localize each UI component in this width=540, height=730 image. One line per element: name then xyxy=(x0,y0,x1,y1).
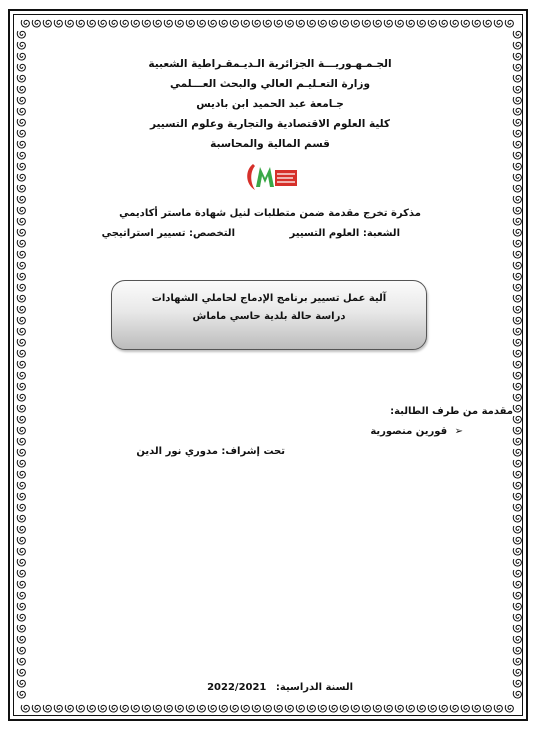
spiral-ornament xyxy=(513,383,521,390)
spiral-ornament xyxy=(153,705,161,712)
spiral-ornament xyxy=(513,251,521,258)
spiral-ornament xyxy=(17,284,25,291)
spiral-ornament xyxy=(17,515,25,522)
student-name-row xyxy=(370,426,463,437)
spiral-ornament xyxy=(17,229,25,236)
spiral-ornament xyxy=(285,20,293,27)
spiral-ornament xyxy=(263,705,271,712)
spiral-ornament xyxy=(513,570,521,577)
spiral-ornament xyxy=(513,559,521,566)
spiral-ornament xyxy=(17,185,25,192)
spiral-ornament xyxy=(296,705,304,712)
spiral-ornament xyxy=(17,383,25,390)
spiral-ornament xyxy=(513,460,521,467)
spiral-ornament xyxy=(76,20,84,27)
spiral-ornament xyxy=(428,705,436,712)
spiral-ornament xyxy=(164,20,172,27)
spiral-ornament xyxy=(513,119,521,126)
spiral-ornament xyxy=(21,20,29,27)
spiral-ornament xyxy=(513,515,521,522)
spiral-ornament xyxy=(340,20,348,27)
spiral-ornament xyxy=(186,20,194,27)
spiral-ornament xyxy=(513,317,521,324)
spiral-ornament xyxy=(17,372,25,379)
spiral-ornament xyxy=(175,20,183,27)
spiral-ornament xyxy=(197,705,205,712)
spiral-ornament xyxy=(513,229,521,236)
spiral-ornament xyxy=(513,42,521,49)
spiral-ornament xyxy=(513,449,521,456)
spiral-ornament xyxy=(17,262,25,269)
spiral-ornament xyxy=(513,141,521,148)
spiral-ornament xyxy=(17,295,25,302)
spiral-ornament xyxy=(406,705,414,712)
spiral-ornament xyxy=(513,603,521,610)
spiral-ornament xyxy=(406,20,414,27)
spiral-ornament xyxy=(17,614,25,621)
branch-label: الشعبة: العلوم التسيير xyxy=(289,228,400,239)
spiral-ornament xyxy=(505,705,513,712)
spiral-ornament xyxy=(472,705,480,712)
spiral-ornament xyxy=(439,705,447,712)
spiral-ornament xyxy=(87,20,95,27)
arrowhead-bullet-icon: ➢ xyxy=(454,426,463,437)
spiral-ornament xyxy=(17,86,25,93)
spiral-ornament xyxy=(513,471,521,478)
spiral-ornament xyxy=(513,669,521,676)
spiral-ornament xyxy=(17,526,25,533)
spiral-ornament xyxy=(483,20,491,27)
spiral-ornament xyxy=(513,614,521,621)
spiral-ornament xyxy=(65,20,73,27)
spiral-ornament xyxy=(17,592,25,599)
spiral-ornament xyxy=(87,705,95,712)
spiral-ornament xyxy=(513,284,521,291)
spiral-ornament xyxy=(164,705,172,712)
republic-heading: الجـمـهـوريـــة الجزائرية الـديـمقـراطية الشعبية xyxy=(148,58,392,70)
spiral-ornament xyxy=(109,20,117,27)
university-heading: جـامعة عبد الحميد ابن باديس xyxy=(196,98,344,110)
spiral-ornament xyxy=(296,20,304,27)
spiral-ornament xyxy=(17,658,25,665)
spiral-ornament xyxy=(120,20,128,27)
spiral-ornament xyxy=(54,20,62,27)
spiral-ornament xyxy=(513,207,521,214)
spiral-ornament xyxy=(17,625,25,632)
spiral-ornament xyxy=(17,75,25,82)
spiral-ornament xyxy=(513,537,521,544)
spiral-ornament xyxy=(230,20,238,27)
spiral-ornament xyxy=(513,658,521,665)
department-heading: قسم المالية والمحاسبة xyxy=(210,138,330,150)
spiral-ornament xyxy=(17,361,25,368)
spiral-ornament xyxy=(417,20,425,27)
spiral-ornament xyxy=(513,196,521,203)
spiral-ornament xyxy=(17,427,25,434)
spiral-ornament xyxy=(513,306,521,313)
spiral-ornament xyxy=(513,405,521,412)
spiral-ornament xyxy=(513,273,521,280)
spiral-ornament xyxy=(17,64,25,71)
spiral-ornament xyxy=(329,20,337,27)
spiral-ornament xyxy=(494,20,502,27)
spiral-ornament xyxy=(513,647,521,654)
spiral-ornament xyxy=(513,262,521,269)
spiral-ornament xyxy=(109,705,117,712)
spiral-ornament xyxy=(340,705,348,712)
spiral-ornament xyxy=(513,350,521,357)
spiral-ornament xyxy=(439,20,447,27)
spiral-ornament xyxy=(17,196,25,203)
spiral-ornament xyxy=(395,705,403,712)
spiral-ornament xyxy=(513,240,521,247)
spiral-ornament xyxy=(21,705,29,712)
spiral-ornament xyxy=(17,108,25,115)
spiral-ornament xyxy=(17,350,25,357)
spiral-ornament xyxy=(17,482,25,489)
spiral-ornament xyxy=(307,705,315,712)
spiral-ornament xyxy=(17,207,25,214)
spiral-ornament xyxy=(17,669,25,676)
spiral-ornament xyxy=(186,705,194,712)
spiral-ornament xyxy=(17,691,25,698)
spiral-ornament xyxy=(153,20,161,27)
spiral-ornament xyxy=(17,53,25,60)
spiral-ornament xyxy=(17,174,25,181)
specialty-label: التخصص: تسيير استراتيجي xyxy=(101,228,235,239)
thesis-title-box xyxy=(111,280,427,350)
spiral-ornament xyxy=(17,97,25,104)
spiral-ornament xyxy=(219,20,227,27)
faculty-heading: كلية العلوم الاقتصادية والتجارية وعلوم التسيير xyxy=(149,118,391,130)
spiral-ornament xyxy=(17,449,25,456)
spiral-ornament xyxy=(17,141,25,148)
spiral-ornament xyxy=(513,548,521,555)
spiral-ornament xyxy=(241,20,249,27)
academic-year-label: السنة الدراسية: xyxy=(275,682,353,693)
spiral-ornament xyxy=(373,20,381,27)
spiral-ornament xyxy=(513,130,521,137)
spiral-ornament xyxy=(450,20,458,27)
spiral-ornament xyxy=(307,20,315,27)
supervisor-line: تحت إشراف: مدوري نور الدين xyxy=(136,446,285,457)
spiral-ornament xyxy=(513,592,521,599)
spiral-ornament xyxy=(252,20,260,27)
spiral-ornament xyxy=(32,705,40,712)
spiral-ornament xyxy=(17,548,25,555)
spiral-ornament xyxy=(285,705,293,712)
spiral-ornament xyxy=(17,416,25,423)
spiral-ornament xyxy=(252,705,260,712)
spiral-ornament xyxy=(17,504,25,511)
spiral-ornament xyxy=(17,394,25,401)
spiral-ornament xyxy=(384,20,392,27)
spiral-ornament xyxy=(329,705,337,712)
spiral-ornament xyxy=(513,691,521,698)
spiral-ornament xyxy=(513,53,521,60)
academic-year-value: 2022/2021 xyxy=(207,682,267,693)
spiral-ornament xyxy=(351,20,359,27)
spiral-ornament xyxy=(17,460,25,467)
spiral-ornament xyxy=(17,273,25,280)
spiral-ornament xyxy=(274,20,282,27)
spiral-ornament xyxy=(17,31,25,38)
spiral-ornament xyxy=(513,185,521,192)
spiral-ornament xyxy=(483,705,491,712)
spiral-ornament xyxy=(17,636,25,643)
spiral-ornament xyxy=(76,705,84,712)
spiral-ornament xyxy=(175,705,183,712)
spiral-ornament xyxy=(513,64,521,71)
spiral-ornament xyxy=(513,97,521,104)
spiral-ornament xyxy=(461,20,469,27)
spiral-ornament xyxy=(513,328,521,335)
spiral-ornament xyxy=(17,317,25,324)
spiral-ornament xyxy=(263,20,271,27)
spiral-ornament xyxy=(318,705,326,712)
spiral-ornament xyxy=(17,493,25,500)
spiral-ornament xyxy=(513,152,521,159)
spiral-ornament xyxy=(17,339,25,346)
spiral-ornament xyxy=(17,130,25,137)
spiral-ornament xyxy=(505,20,513,27)
spiral-ornament xyxy=(513,482,521,489)
spiral-ornament xyxy=(43,705,51,712)
spiral-ornament xyxy=(513,361,521,368)
spiral-ornament xyxy=(428,20,436,27)
spiral-ornament xyxy=(17,328,25,335)
spiral-ornament xyxy=(65,705,73,712)
spiral-ornament xyxy=(513,493,521,500)
spiral-ornament xyxy=(219,705,227,712)
spiral-ornament xyxy=(513,416,521,423)
spiral-ornament xyxy=(142,705,150,712)
spiral-ornament xyxy=(513,75,521,82)
spiral-ornament xyxy=(17,603,25,610)
spiral-ornament xyxy=(54,705,62,712)
spiral-ornament xyxy=(513,86,521,93)
spiral-ornament xyxy=(131,705,139,712)
thesis-title: آلية عمل تسيير برنامج الإدماج لحاملي الشهادات xyxy=(151,293,387,304)
spiral-ornament xyxy=(513,339,521,346)
spiral-ornament xyxy=(197,20,205,27)
spiral-ornament xyxy=(17,438,25,445)
spiral-ornament xyxy=(513,438,521,445)
student-label: مقدمة من طرف الطالبة: xyxy=(390,406,513,417)
spiral-ornament xyxy=(362,20,370,27)
spiral-ornament xyxy=(17,581,25,588)
spiral-ornament xyxy=(17,559,25,566)
spiral-ornament xyxy=(17,680,25,687)
spiral-ornament xyxy=(17,647,25,654)
case-study-title: دراسة حالة بلدية حاسي ماماش xyxy=(192,311,346,322)
spiral-ornament xyxy=(513,108,521,115)
spiral-ornament xyxy=(43,20,51,27)
spiral-ornament xyxy=(17,251,25,258)
spiral-ornament xyxy=(142,20,150,27)
spiral-ornament xyxy=(513,581,521,588)
spiral-ornament xyxy=(351,705,359,712)
spiral-ornament xyxy=(318,20,326,27)
spiral-ornament xyxy=(461,705,469,712)
memo-line: مذكرة تخرج مقدمة ضمن متطلبات لنيل شهادة ماستر أكاديمي xyxy=(119,208,421,219)
spiral-ornament xyxy=(98,705,106,712)
spiral-ornament xyxy=(373,705,381,712)
spiral-ornament xyxy=(513,526,521,533)
spiral-ornament xyxy=(513,504,521,511)
spiral-ornament xyxy=(120,705,128,712)
spiral-ornament xyxy=(513,680,521,687)
spiral-ornament xyxy=(395,20,403,27)
spiral-ornament xyxy=(17,405,25,412)
spiral-ornament xyxy=(384,705,392,712)
spiral-ornament xyxy=(274,705,282,712)
spiral-ornament xyxy=(17,218,25,225)
spiral-ornament xyxy=(513,163,521,170)
spiral-ornament xyxy=(513,31,521,38)
spiral-ornament xyxy=(208,20,216,27)
spiral-ornament xyxy=(17,240,25,247)
university-logo xyxy=(243,160,299,192)
spiral-ornament xyxy=(17,537,25,544)
spiral-ornament xyxy=(230,705,238,712)
spiral-ornament xyxy=(513,372,521,379)
spiral-ornament xyxy=(17,119,25,126)
spiral-ornament xyxy=(472,20,480,27)
spiral-ornament xyxy=(241,705,249,712)
spiral-ornament xyxy=(513,394,521,401)
spiral-ornament xyxy=(494,705,502,712)
spiral-ornament xyxy=(417,705,425,712)
spiral-ornament xyxy=(513,218,521,225)
spiral-ornament xyxy=(513,625,521,632)
spiral-ornament xyxy=(32,20,40,27)
spiral-ornament xyxy=(17,163,25,170)
spiral-ornament xyxy=(98,20,106,27)
spiral-ornament xyxy=(362,705,370,712)
spiral-ornament xyxy=(513,174,521,181)
spiral-ornament xyxy=(513,295,521,302)
spiral-ornament xyxy=(513,427,521,434)
spiral-ornament xyxy=(513,636,521,643)
spiral-ornament xyxy=(17,471,25,478)
academic-year-row xyxy=(207,682,353,693)
ministry-heading: وزارة التعـليـم العالي والبحث العـــلمي xyxy=(170,78,370,90)
spiral-ornament xyxy=(208,705,216,712)
spiral-ornament xyxy=(131,20,139,27)
spiral-ornament xyxy=(17,152,25,159)
spiral-ornament xyxy=(17,42,25,49)
student-name: قورين منصورية xyxy=(370,426,448,437)
spiral-ornament xyxy=(17,306,25,313)
spiral-ornament xyxy=(17,570,25,577)
spiral-ornament xyxy=(450,705,458,712)
